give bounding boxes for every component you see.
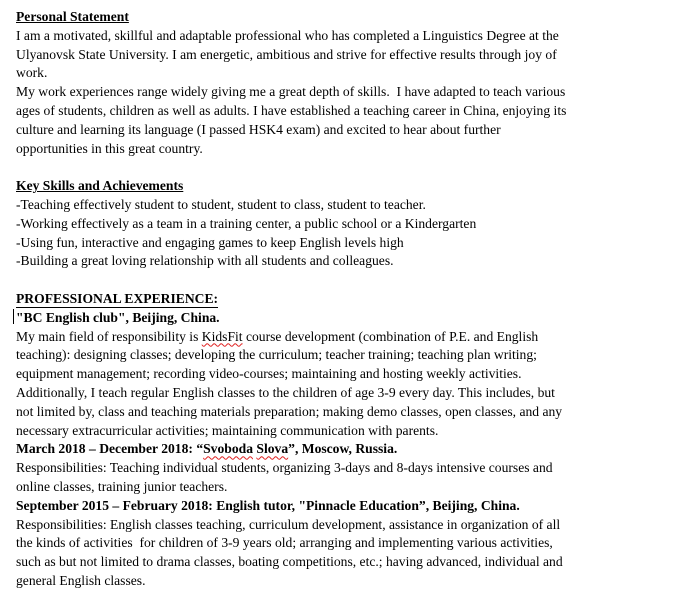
- job-description-line: [16, 328, 681, 347]
- job-description-line: Responsibilities: Teaching individual students, organizing 3-days and 8-days intensive courses and: [16, 460, 553, 476]
- job-description-text: My main field of responsibility is: [16, 328, 202, 344]
- job-title-svoboda-slova: [16, 440, 681, 459]
- job-title-text: ”, Moscow, Russia.: [288, 441, 398, 457]
- job-description-line: the kinds of activities for children of 3-9 years old; arranging and implementing various activities,: [16, 535, 553, 551]
- personal-statement-line: culture and learning its language (I passed HSK4 exam) and excited to hear about further: [16, 121, 501, 137]
- job-description-line: equipment management; recording video-courses; maintaining and hosting weekly activities.: [16, 366, 522, 382]
- personal-statement-line: opportunities in this great country.: [16, 140, 203, 156]
- personal-statement-line: work.: [16, 65, 48, 81]
- document-body[interactable]: [16, 8, 681, 591]
- job-title-pinnacle-education: September 2015 – February 2018: English tutor, "Pinnacle Education”, Beijing, China.: [16, 497, 520, 513]
- key-skill-item: -Teaching effectively student to student, student to class, student to teacher.: [16, 196, 426, 212]
- personal-statement-line: Ulyanovsk State University. I am energetic, ambitious and strive for effective results through joy of: [16, 46, 557, 62]
- key-skills-heading: Key Skills and Achievements: [16, 178, 184, 194]
- text-cursor: [13, 309, 14, 324]
- job-description-line: such as but not limited to drama classes, boating competitions, etc.; having advanced, individual and: [16, 554, 563, 570]
- job-description-text: course development (combination of P.E. and English: [242, 328, 539, 344]
- spellcheck-word[interactable]: Slova: [256, 441, 289, 457]
- job-description-line: online classes, training junior teachers.: [16, 478, 228, 494]
- job-description-line: general English classes.: [16, 572, 146, 588]
- blank-line: [16, 158, 681, 177]
- job-description-line: not limited by, class and teaching materials preparation; making demo classes, open classes, and any: [16, 403, 563, 419]
- experience-heading: PROFESSIONAL EXPERIENCE:: [16, 290, 219, 306]
- job-title-bc-english-club: [16, 309, 681, 328]
- job-description-line: teaching): designing classes; developing the curriculum; teacher training; teaching plan writing;: [16, 347, 537, 363]
- personal-statement-line: My work experiences range widely giving me a great depth of skills. I have adapted to teach various: [16, 84, 566, 100]
- key-skill-item: -Using fun, interactive and engaging games to keep English levels high: [16, 234, 404, 250]
- key-skill-item: -Working effectively as a team in a training center, a public school or a Kindergarten: [16, 215, 477, 231]
- job-title-text: March 2018 – December 2018: “: [16, 441, 204, 457]
- job-description-line: Additionally, I teach regular English classes to the children of age 3-9 every day. This includes, but: [16, 384, 555, 400]
- spellcheck-word[interactable]: KidsFit: [201, 328, 243, 344]
- job-title-text: "BC English club", Beijing, China.: [16, 309, 220, 325]
- spellcheck-word[interactable]: Svoboda: [203, 441, 253, 457]
- experience-heading-row: [16, 290, 681, 309]
- personal-statement-line: I am a motivated, skillful and adaptable professional who has completed a Linguistics Degree at the: [16, 27, 559, 43]
- job-description-line: necessary extracurricular activities; maintaining communication with parents.: [16, 422, 439, 438]
- personal-statement-heading: Personal Statement: [16, 9, 129, 24]
- blank-line: [16, 271, 681, 290]
- key-skill-item: -Building a great loving relationship with all students and colleagues.: [16, 253, 394, 269]
- job-description-line: Responsibilities: English classes teaching, curriculum development, assistance in organization of all: [16, 516, 561, 532]
- personal-statement-line: ages of students, children as well as adults. I have established a teaching career in China, enjoying its: [16, 102, 567, 118]
